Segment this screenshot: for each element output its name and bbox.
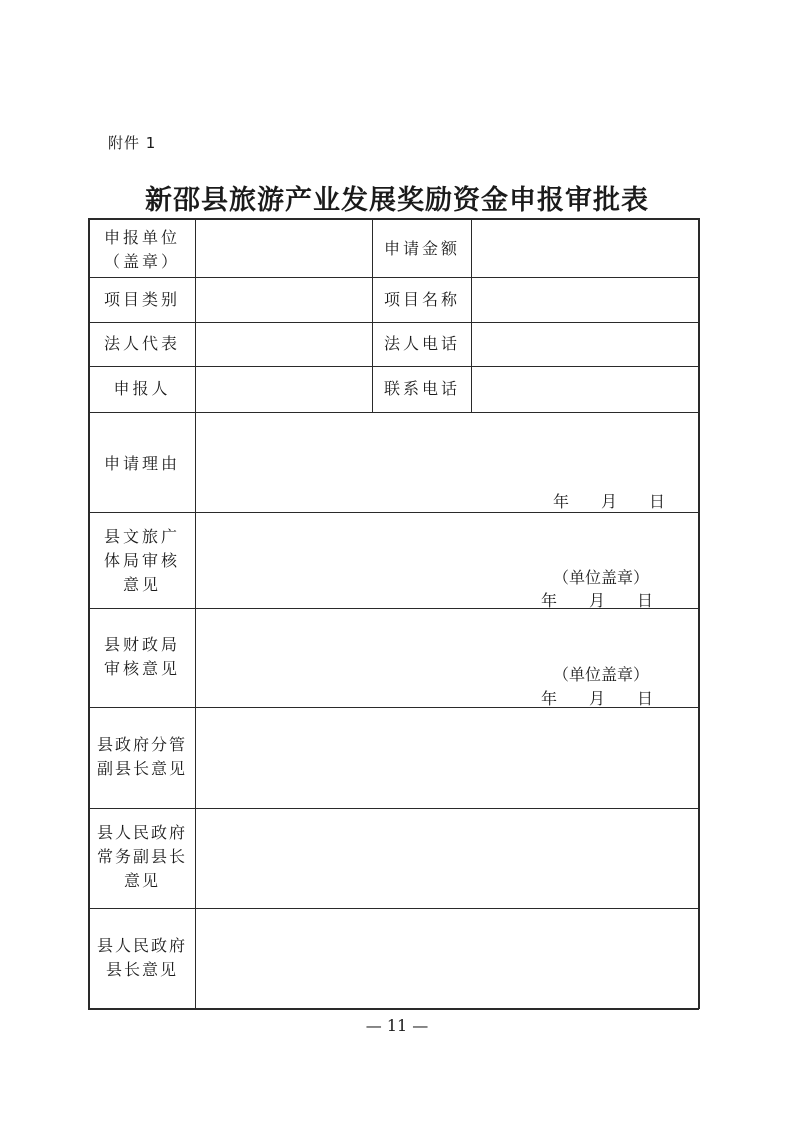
row-divider — [88, 908, 699, 909]
label-line: 县长意见 — [105, 960, 178, 979]
date-line-finance: 年 月 日 — [541, 689, 654, 708]
label-line: 县文旅广 — [103, 527, 180, 546]
label-reason: 申请理由 — [103, 454, 180, 473]
date-line-culture-tourism: 年 月 日 — [541, 591, 654, 610]
label-line: 意见 — [122, 575, 161, 594]
label-line: （盖章） — [103, 252, 180, 271]
label-line: 副县长意见 — [96, 759, 187, 778]
label-line: 县人民政府 — [96, 936, 187, 955]
label-contact-phone: 联系电话 — [383, 379, 460, 398]
row-divider — [88, 512, 699, 513]
col-divider — [195, 218, 196, 1008]
label-line: 审核意见 — [103, 659, 180, 678]
row-divider — [88, 277, 699, 278]
attachment-label: 附件 1 — [108, 134, 157, 152]
label-line: 体局审核 — [103, 551, 180, 570]
label-project-name: 项目名称 — [383, 290, 460, 309]
label-finance — [89, 633, 195, 681]
seal-finance: （单位盖章） — [553, 665, 650, 684]
label-county-head — [89, 934, 195, 982]
seal-culture-tourism: （单位盖章） — [553, 568, 650, 587]
table-border-bottom — [88, 1008, 699, 1010]
label-apply-amount: 申请金额 — [383, 239, 460, 258]
row-divider — [88, 412, 699, 413]
label-applicant-unit — [89, 226, 195, 274]
label-line: 意见 — [123, 871, 160, 890]
label-executive-deputy — [89, 821, 195, 893]
form-title: 新邵县旅游产业发展奖励资金申报审批表 — [145, 185, 649, 216]
label-line: 县政府分管 — [96, 735, 187, 754]
label-project-category: 项目类别 — [103, 290, 180, 309]
date-line-reason: 年 月 日 — [553, 492, 666, 511]
label-legal-phone: 法人电话 — [383, 334, 460, 353]
label-line: 申报单位 — [103, 228, 180, 247]
row-divider — [88, 366, 699, 367]
col-divider — [471, 218, 472, 412]
label-culture-tourism — [89, 525, 195, 597]
page-number: — 11 — — [365, 1016, 429, 1035]
label-legal-rep: 法人代表 — [103, 334, 180, 353]
label-line: 常务副县长 — [96, 847, 187, 866]
row-divider — [88, 808, 699, 809]
row-divider — [88, 322, 699, 323]
label-line: 县人民政府 — [96, 823, 187, 842]
table-border-right — [698, 218, 700, 1009]
table-border-top — [88, 218, 699, 220]
label-deputy-in-charge — [89, 733, 195, 781]
label-applicant: 申报人 — [113, 379, 171, 398]
label-line: 县财政局 — [103, 635, 180, 654]
